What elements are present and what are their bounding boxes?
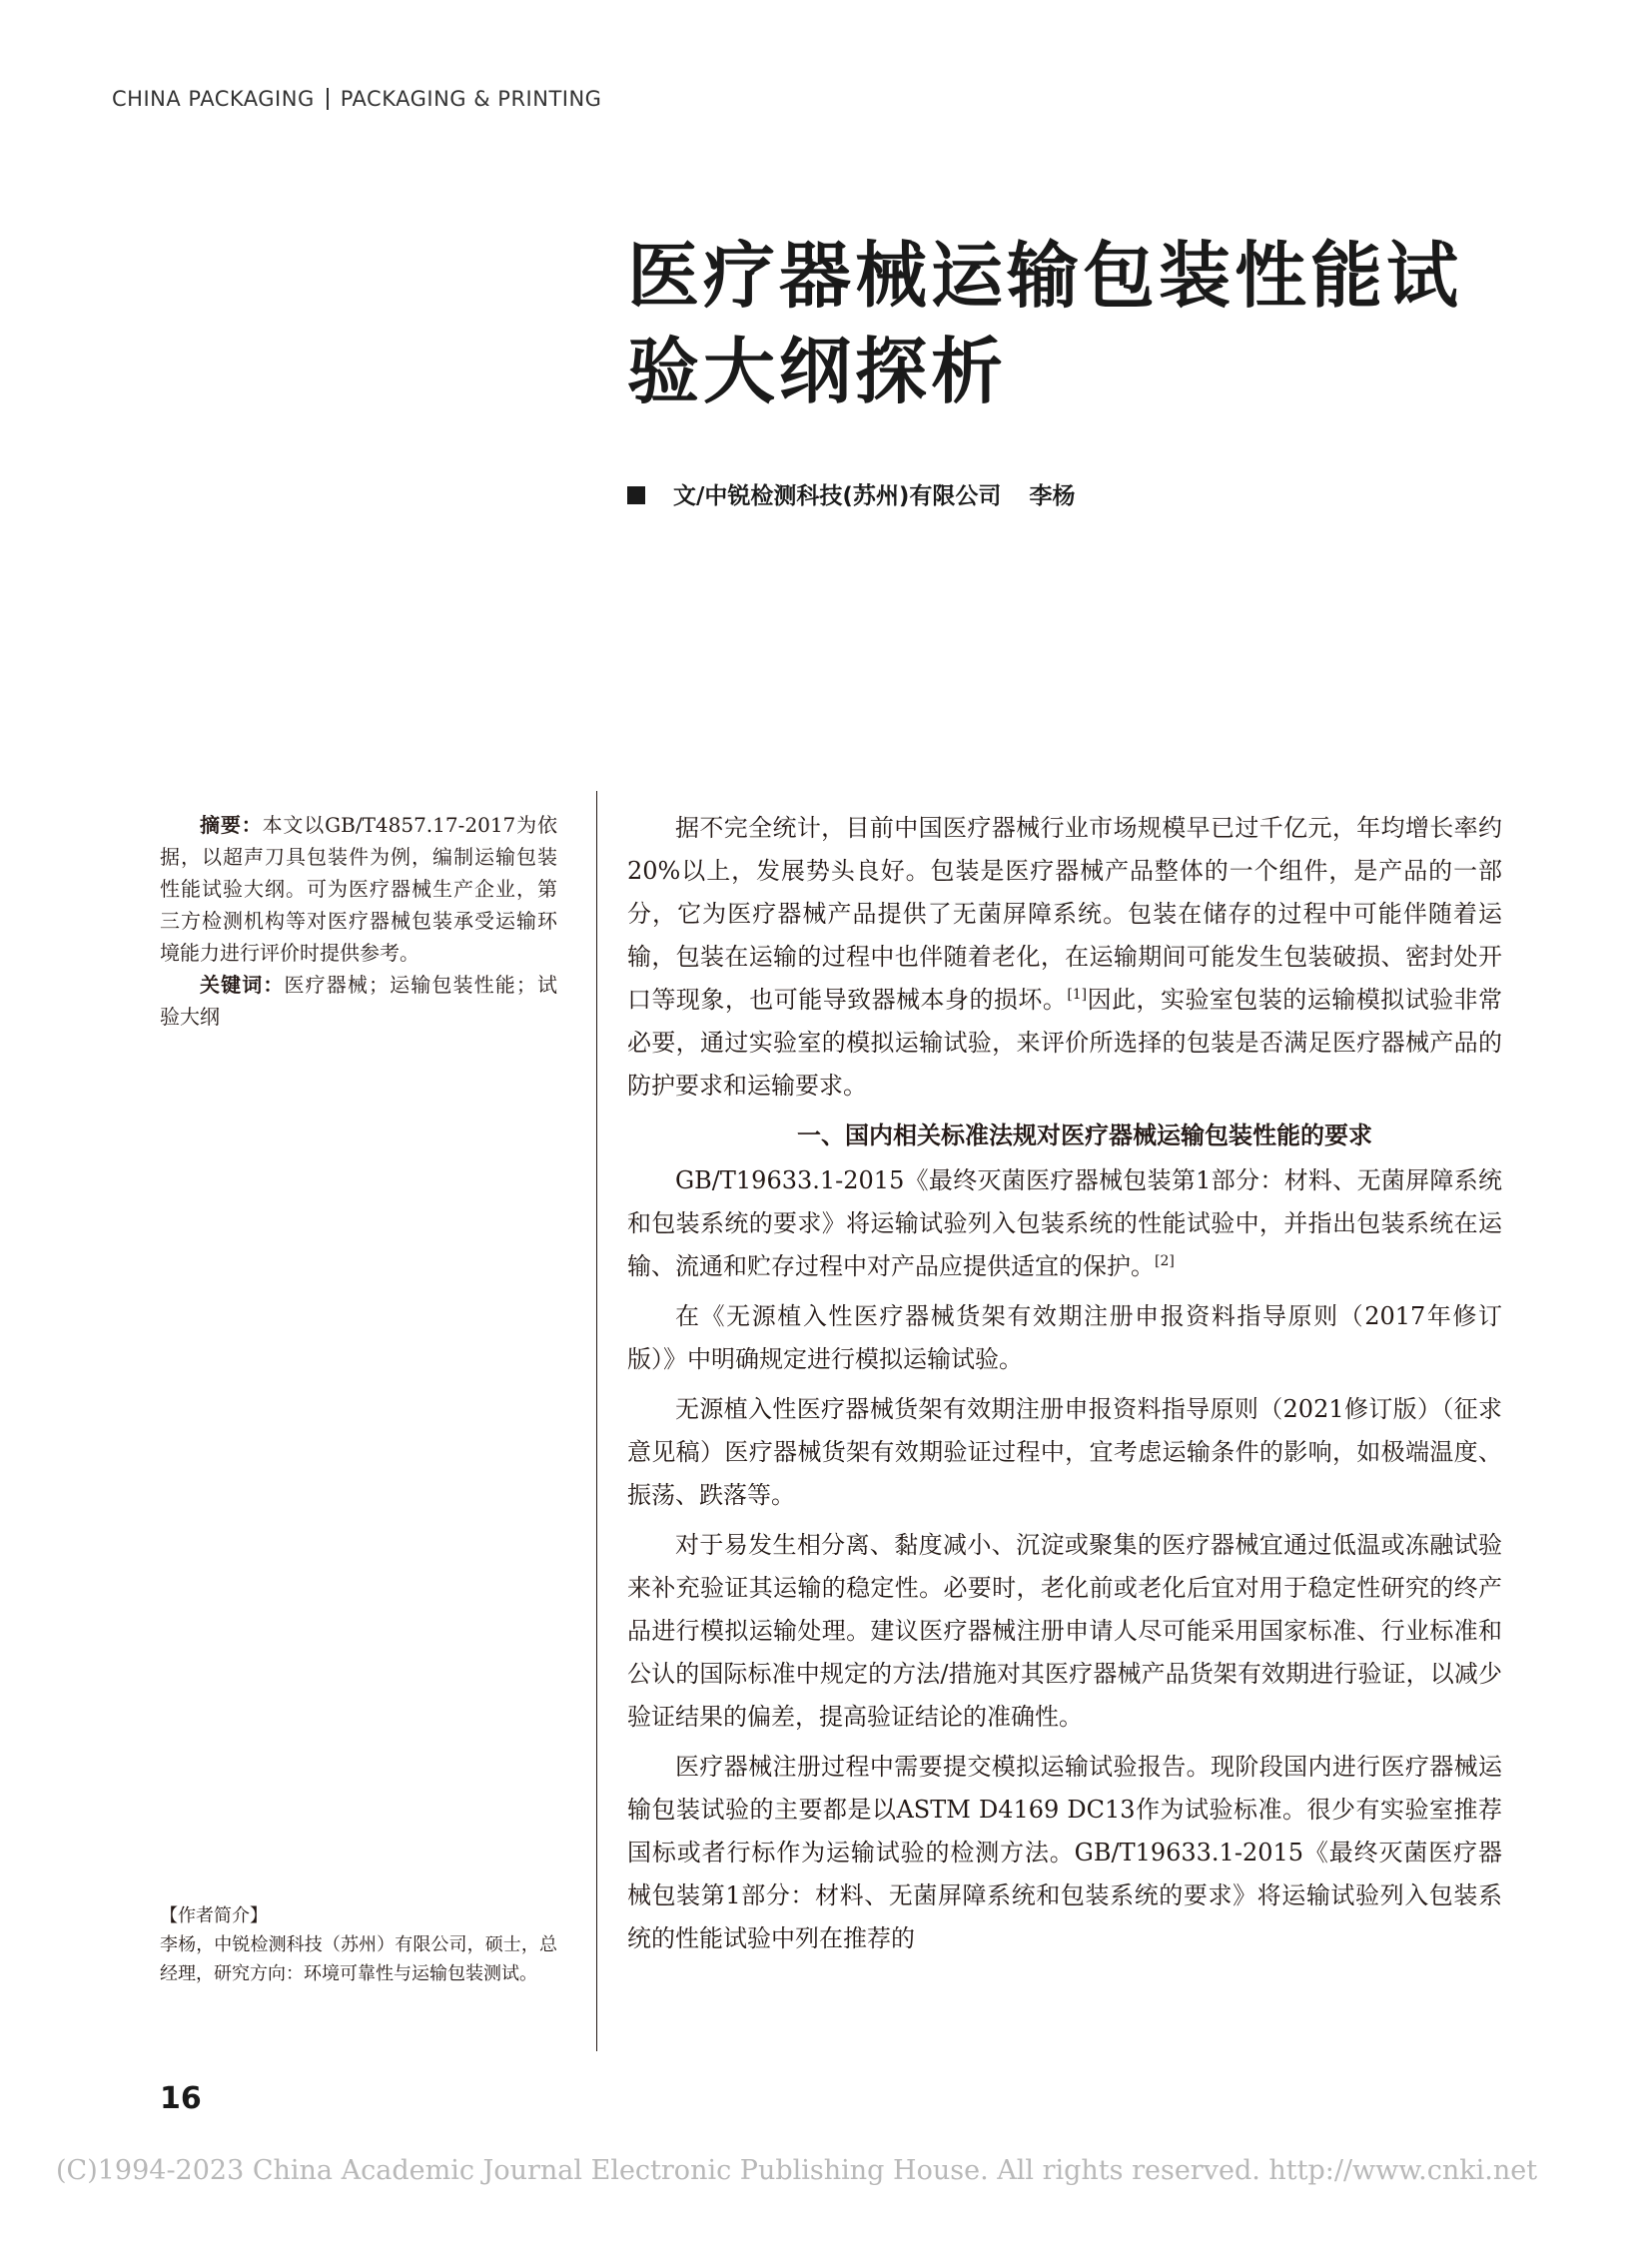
paragraph-text: 据不完全统计，目前中国医疗器械行业市场规模早已过千亿元，年均增长率约20%以上，发展势头良好。包装是医疗器械产品整体的一个组件，是产品的一部分，它为医疗器械产品提供了无菌屏障系统。包装在储存的过程中可能伴随着运输，包装在运输的过程中也伴随着老化，在运输期间可能发生包装破损、密封处开口等现象，也可能导致器械本身的损坏。 xyxy=(627,814,1502,1014)
author-intro-text: 李杨，中锐检测科技（苏州）有限公司，硕士，总经理，研究方向：环境可靠性与运输包装测试。 xyxy=(160,1934,557,1984)
title-line-1: 医疗器械运输包装性能试 xyxy=(627,234,1463,318)
article-body xyxy=(627,807,1502,1967)
article-title xyxy=(627,228,1546,419)
abstract-text: 本文以GB/T4857.17-2017为依据，以超声刀具包装件为例，编制运输包装性能试验大纲。可为医疗器械生产企业，第三方检测机构等对医疗器械包装承受运输环境能力进行评价时提供参考。 xyxy=(160,813,557,965)
paragraph-guideline-2017: 在《无源植入性医疗器械货架有效期注册申报资料指导原则（2017年修订版）》中明确规定进行模拟运输试验。 xyxy=(627,1302,1502,1373)
paragraph-stability: 对于易发生相分离、黏度减小、沉淀或聚集的医疗器械宜通过低温或冻融试验来补充验证其运输的稳定性。必要时，老化前或老化后宜对用于稳定性研究的终产品进行模拟运输处理。建议医疗器械注册申请人尽可能采用国家标准、行业标准和公认的国际标准中规定的方法/措施对其医疗器械产品货架有效期进行验证，以减少验证结果的偏差，提高验证结论的准确性。 xyxy=(627,1531,1502,1731)
paragraph-intro xyxy=(627,807,1502,1108)
citation-ref: [2] xyxy=(1155,1253,1175,1269)
byline-organization: 文/中锐检测科技(苏州)有限公司 xyxy=(673,483,1002,509)
title-line-2: 验大纲探析 xyxy=(627,330,1008,413)
square-bullet-icon xyxy=(627,486,645,504)
keywords-label: 关键词： xyxy=(200,973,285,997)
paragraph-guideline-2021: 无源植入性医疗器械货架有效期注册申报资料指导原则（2021修订版）（征求意见稿）医疗器械货架有效期验证过程中，宜考虑运输条件的影响，如极端温度、振荡、跌落等。 xyxy=(627,1395,1502,1509)
byline xyxy=(627,477,1075,510)
section-heading: 一、国内相关标准法规对医疗器械运输包装性能的要求 xyxy=(797,1121,1372,1149)
abstract-label: 摘要： xyxy=(200,813,263,837)
citation-ref: [1] xyxy=(1067,987,1088,1003)
byline-author: 李杨 xyxy=(1029,483,1076,509)
paragraph-text: 因此，实验室包装的运输模拟试验非常必要，通过实验室的模拟运输试验，来评价所选择的包装是否满足医疗器械产品的防护要求和运输要求。 xyxy=(627,986,1503,1100)
column-divider xyxy=(596,791,597,2051)
author-intro xyxy=(160,1901,557,1988)
header-divider xyxy=(327,88,329,110)
keywords-text: 医疗器械；运输包装性能；试验大纲 xyxy=(160,973,557,1029)
abstract-sidebar xyxy=(160,809,557,1033)
abstract xyxy=(160,809,557,969)
paragraph-gb-standard xyxy=(627,1159,1502,1288)
section-name: PACKAGING & PRINTING xyxy=(340,87,602,111)
journal-name: CHINA PACKAGING xyxy=(112,87,315,111)
author-intro-label: 【作者简介】 xyxy=(160,1905,268,1926)
running-header xyxy=(112,87,601,111)
paragraph-text: GB/T19633.1-2015《最终灭菌医疗器械包装第1部分：材料、无菌屏障系统和包装系统的要求》将运输试验列入包装系统的性能试验中，并指出包装系统在运输、流通和贮存过程中对产品应提供适宜的保护。 xyxy=(627,1166,1502,1280)
keywords xyxy=(160,969,557,1033)
page-number: 16 xyxy=(160,2081,202,2116)
paragraph-registration: 医疗器械注册过程中需要提交模拟运输试验报告。现阶段国内进行医疗器械运输包装试验的主要都是以ASTM D4169 DC13作为试验标准。很少有实验室推荐国标或者行标作为运输试验的检测方法。GB/T19633.1-2015《最终灭菌医疗器械包装第1部分：材料、无菌屏障系统和包装系统的要求》将运输试验列入包装系统的性能试验中列在推荐的 xyxy=(627,1753,1502,1952)
footer-copyright: (C)1994-2023 China Academic Journal Electronic Publishing House. All rights reserved. http://www.cnki.net xyxy=(56,2155,1538,2186)
